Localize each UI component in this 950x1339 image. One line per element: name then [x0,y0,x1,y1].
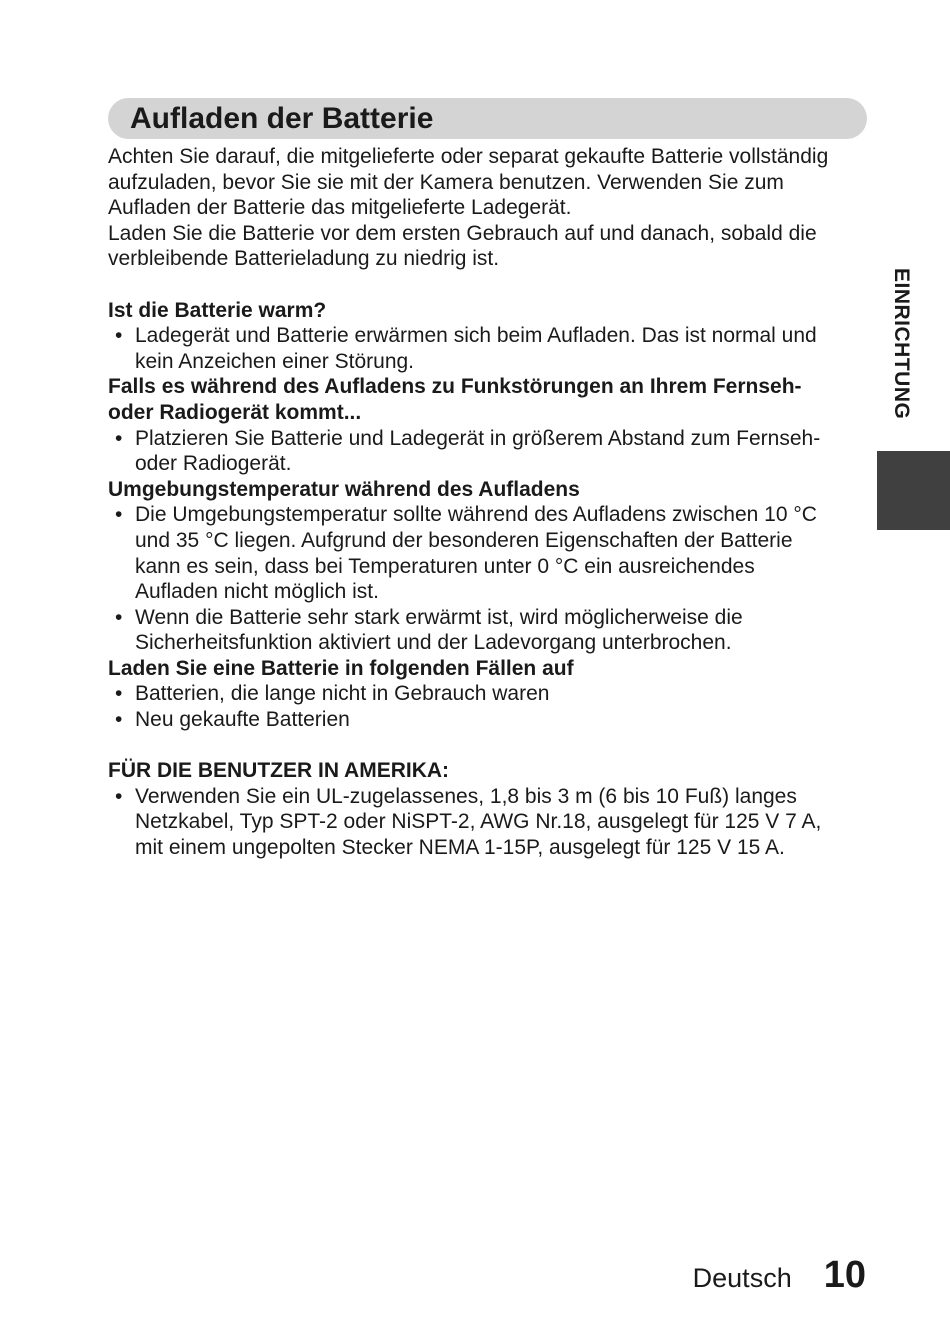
list-item-line: und 35 °C liegen. Aufgrund der besonderen Eigenschaften der Batterie [135,528,793,552]
list-item [108,323,868,374]
section-heading: Ist die Batterie warm? [108,298,327,322]
list-item [108,681,868,707]
list-item [108,605,868,656]
section-title-bar [108,98,867,139]
section-heading: Laden Sie eine Batterie in folgenden Fällen auf [108,656,574,680]
intro-line: verbleibende Batterieladung zu niedrig ist. [108,247,500,271]
intro-line: aufzuladen, bevor Sie sie mit der Kamera benutzen. Verwenden Sie zum [108,170,784,194]
list-item [108,426,868,477]
page-title: Aufladen der Batterie [130,101,434,135]
list-item-line: kann es sein, dass bei Temperaturen unter 0 °C ein ausreichendes [135,554,755,578]
section-heading: FÜR DIE BENUTZER IN AMERIKA: [108,759,450,783]
section-interference [108,374,868,476]
bullet-icon: • [115,503,123,527]
list-item-line: Batterien, die lange nicht in Gebrauch waren [135,682,550,706]
bullet-icon: • [115,324,123,348]
section-heading: oder Radiogerät kommt... [108,400,362,424]
page-number: 10 [823,1254,866,1296]
section-heading: Falls es während des Aufladens zu Funkstörungen an Ihrem Fernseh- [108,375,802,399]
list-item-line: Sicherheitsfunktion aktiviert und der Ladevorgang unterbrochen. [135,631,732,655]
bullet-icon: • [115,682,123,706]
list-item-line: oder Radiogerät. [135,452,292,476]
bullet-icon: • [115,426,123,450]
list-item [108,784,868,861]
chapter-tab-label: EINRICHTUNG [890,268,913,420]
list-item [108,707,868,733]
intro-line: Achten Sie darauf, die mitgelieferte oder separat gekaufte Batterie vollständig [108,145,829,168]
list-item [108,502,868,604]
section-heading: Umgebungstemperatur während des Aufladens [108,477,580,501]
spacer [108,272,868,298]
list-item-line: Die Umgebungstemperatur sollte während des Aufladens zwischen 10 °C [135,503,817,527]
list-item-line: mit einem ungepolten Stecker NEMA 1-15P, ausgelegt für 125 V 15 A. [135,836,785,860]
list-item-line: Aufladen nicht möglich ist. [135,580,379,604]
body-text [108,144,868,861]
bullet-icon: • [115,784,123,808]
list-item-line: Platzieren Sie Batterie und Ladegerät in größerem Abstand zum Fernseh- [135,426,821,450]
intro-line: Laden Sie die Batterie vor dem ersten Gebrauch auf und danach, sobald die [108,221,817,245]
list-item-line: Neu gekaufte Batterien [135,708,350,732]
spacer [108,733,868,759]
footer-language: Deutsch [692,1263,792,1293]
page-footer [693,1254,866,1297]
list-item-line: kein Anzeichen einer Störung. [135,349,415,373]
chapter-tab-marker [877,451,950,530]
intro-paragraph [108,144,868,272]
list-item-line: Netzkabel, Typ SPT-2 oder NiSPT-2, AWG Nr.18, ausgelegt für 125 V 7 A, [135,810,822,834]
list-item-line: Wenn die Batterie sehr stark erwärmt ist, wird möglicherweise die [135,605,743,629]
bullet-icon: • [115,605,123,629]
bullet-icon: • [115,708,123,732]
section-us-users [108,758,868,860]
section-battery-warm [108,298,868,375]
list-item-line: Ladegerät und Batterie erwärmen sich beim Aufladen. Das ist normal und [135,324,817,348]
intro-line: Aufladen der Batterie das mitgelieferte Ladegerät. [108,196,572,220]
list-item-line: Verwenden Sie ein UL-zugelassenes, 1,8 bis 3 m (6 bis 10 Fuß) langes [135,784,797,808]
section-ambient-temperature [108,477,868,656]
section-when-to-charge [108,656,868,733]
